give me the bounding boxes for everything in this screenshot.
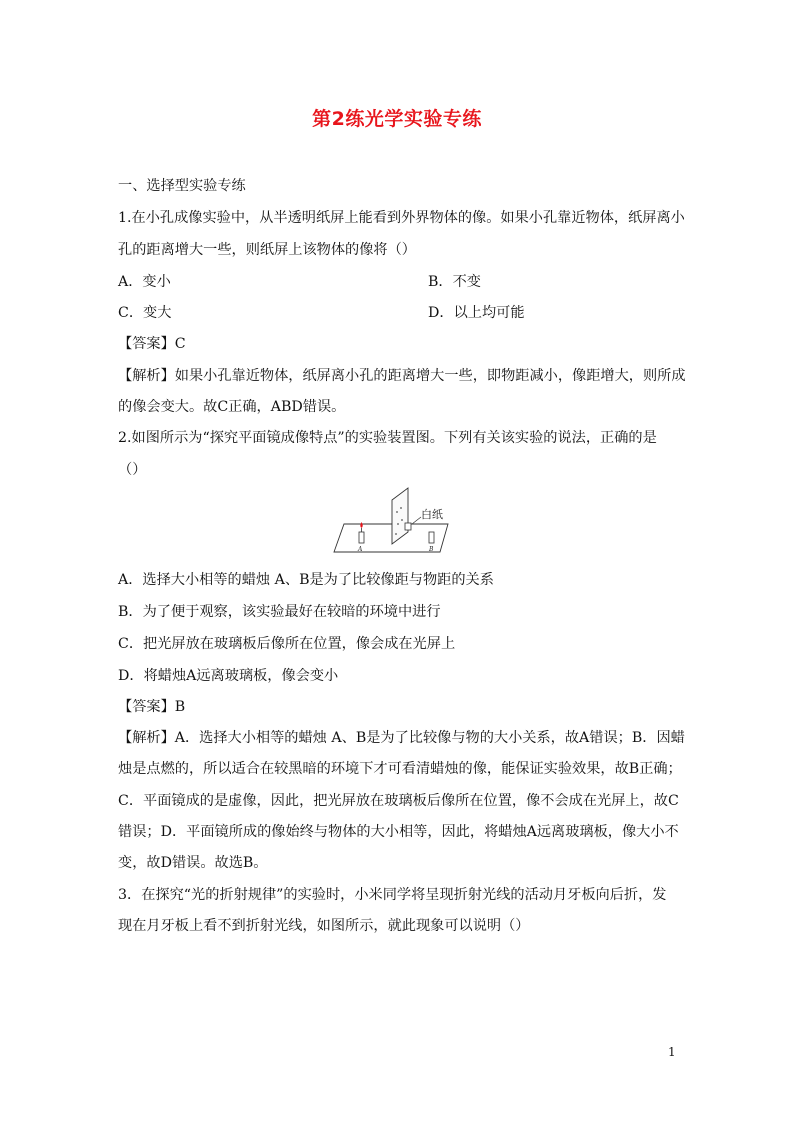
candle-b	[429, 532, 434, 543]
question-1-analysis-line-2: 的像会变大。故C正确，ABD错误。	[118, 399, 346, 415]
question-2-analysis-line-5: 变，故D错误。故选B。	[118, 855, 268, 871]
question-2-analysis-line-3: C．平面镜成的是虚像，因此，把光屏放在玻璃板后像所在位置，像不会成在光屏上，故C	[118, 793, 679, 809]
question-2-option-b: B．为了便于观察，该实验最好在较暗的环境中进行	[118, 604, 441, 620]
label-white-paper: 白纸	[421, 508, 443, 521]
question-1-option-c: C．变大	[118, 305, 172, 321]
question-2-option-a: A．选择大小相等的蜡烛 A、B是为了比较像距与物距的关系	[118, 572, 494, 588]
question-2-line-1: 2.如图所示为“探究平面镜成像特点”的实验装置图。下列有关该实验的说法，正确的是	[118, 430, 657, 446]
question-1-answer: 【答案】C	[118, 336, 186, 352]
question-2-answer: 【答案】B	[118, 699, 186, 715]
question-1-line-2: 孔的距离增大一些，则纸屏上该物体的像将（）	[118, 242, 416, 258]
question-3-line-2: 现在月牙板上看不到折射光线，如图所示，就此现象可以说明（）	[118, 918, 530, 934]
question-1-option-b: B．不变	[428, 274, 481, 290]
question-2-analysis-line-4: 错误；D．平面镜所成的像始终与物体的大小相等，因此，将蜡烛A远离玻璃板，像大小不	[118, 824, 679, 840]
question-1-analysis-line-1: 【解析】如果小孔靠近物体，纸屏离小孔的距离增大一些，即物距减小，像距增大，则所成	[118, 368, 686, 384]
glass-plate	[392, 488, 408, 544]
question-2-option-d: D．将蜡烛A远离玻璃板，像会变小	[118, 668, 339, 684]
question-1-option-a: A．变小	[118, 274, 171, 290]
page-title: 第2练光学实验专练	[312, 108, 482, 130]
candle-flame	[360, 522, 363, 528]
question-3-line-1: 3．在探究“光的折射规律”的实验时，小米同学将呈现折射光线的活动月牙板向后折，发	[118, 887, 667, 903]
label-candle-b: B	[429, 546, 434, 553]
page-number: 1	[668, 1045, 676, 1059]
question-2-analysis-line-2: 烛是点燃的，所以适合在较黑暗的环境下才可看清蜡烛的像，能保证实验效果，故B正确；	[118, 761, 682, 777]
candle-image-marker	[405, 523, 411, 530]
candle-a	[359, 532, 364, 543]
question-1-line-1: 1.在小孔成像实验中，从半透明纸屏上能看到外界物体的像。如果小孔靠近物体，纸屏离小	[118, 210, 685, 226]
plane-mirror-apparatus-figure	[328, 486, 456, 560]
label-candle-a: A	[358, 546, 363, 553]
question-1-option-d: D．以上均可能	[428, 305, 525, 321]
question-2-option-c: C．把光屏放在玻璃板后像所在位置，像会成在光屏上	[118, 636, 456, 652]
question-2-analysis-line-1: 【解析】A．选择大小相等的蜡烛 A、B是为了比较像与物的大小关系，故A错误；B．因蜡	[118, 730, 685, 746]
section-heading: 一、选择型实验专练	[118, 178, 246, 194]
question-2-line-2: （）	[118, 462, 147, 478]
